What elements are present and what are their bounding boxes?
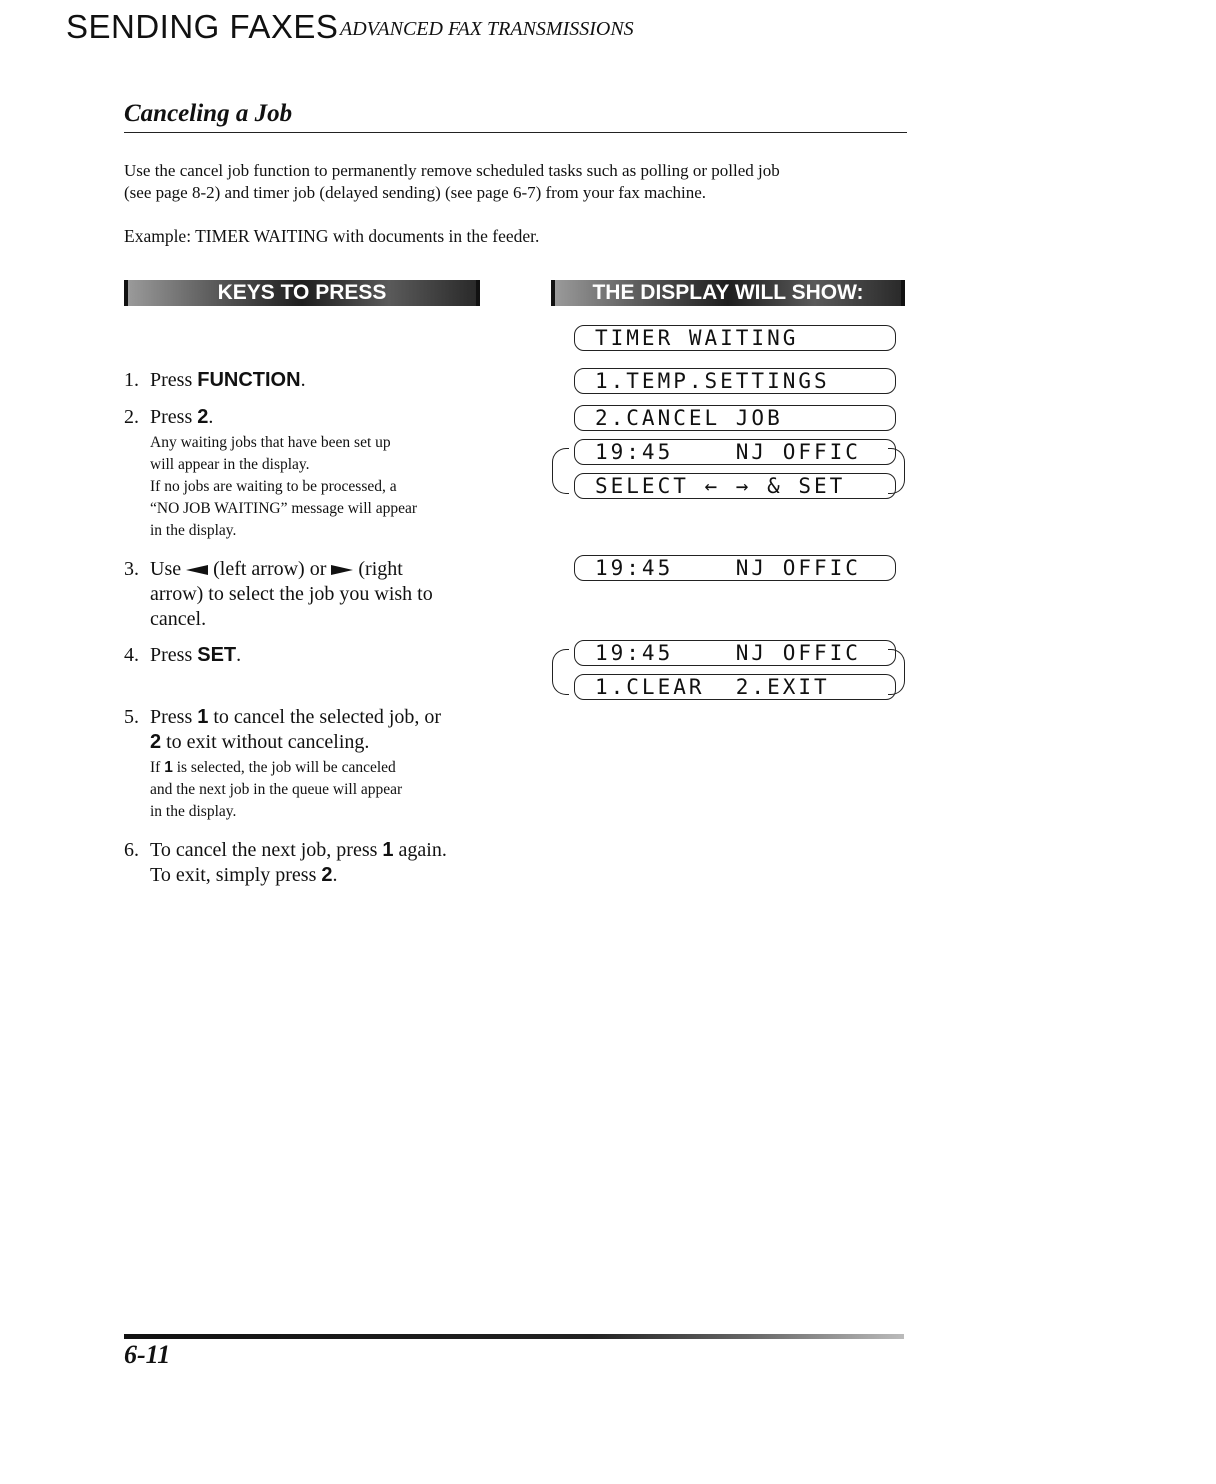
alternating-bracket-right — [888, 448, 905, 494]
page-number: 6-11 — [124, 1340, 171, 1369]
lcd-display-timer-waiting: TIMER WAITING — [574, 325, 896, 351]
display-will-show-banner: THE DISPLAY WILL SHOW: — [551, 280, 905, 306]
example-line: Example: TIMER WAITING with documents in the feeder. — [124, 226, 540, 246]
intro-line-2: (see page 8-2) and timer job (delayed sending) (see page 6-7) from your fax machine. — [124, 183, 707, 202]
function-key: FUNCTION — [197, 369, 301, 391]
intro-paragraph — [124, 160, 924, 204]
chapter-heading: SENDING FAXES — [66, 8, 339, 45]
lcd-display-job-time: 19:45 NJ OFFIC — [574, 439, 896, 465]
step-3: 3. Use (left arrow) or (right arrow) to select the job you wish to cancel. — [124, 558, 433, 630]
section-rule — [124, 132, 907, 133]
alternating-bracket-left-2 — [552, 649, 569, 695]
left-arrow-icon — [186, 565, 208, 575]
lcd-display-job-selected: 19:45 NJ OFFIC — [574, 555, 896, 581]
set-key: SET — [197, 644, 237, 666]
chapter-subtitle: ADVANCED FAX TRANSMISSIONS — [340, 18, 634, 40]
alternating-bracket-left — [552, 448, 569, 494]
step-1: 1. Press FUNCTION. — [124, 369, 306, 391]
step-2: 2. Press 2. Any waiting jobs that have been set up will appear in the display. If no jobs are waiting to be processed, a “NO JOB WAITING” message will appear in the display. — [124, 405, 484, 542]
step-5: 5. Press 1 to cancel the selected job, or 2 to exit without canceling. If 1 is selected, the job will be canceled and the next job in the queue will appear in the display. — [124, 705, 484, 823]
keys-to-press-banner: KEYS TO PRESS — [124, 280, 480, 306]
alternating-bracket-right-2 — [888, 649, 905, 695]
key-2: 2 — [197, 406, 209, 428]
lcd-display-cancel-job: 2.CANCEL JOB — [574, 405, 896, 431]
step-5-note: If 1 is selected, the job will be canceled and the next job in the queue will appear in the display. — [150, 759, 403, 820]
lcd-display-clear-exit: 1.CLEAR 2.EXIT — [574, 674, 896, 700]
step-2-note: Any waiting jobs that have been set up will appear in the display. If no jobs are waiting to be processed, a “NO JOB WAITING” message will appear in the display. — [150, 434, 418, 539]
lcd-display-temp-settings: 1.TEMP.SETTINGS — [574, 368, 896, 394]
intro-line-1: Use the cancel job function to permanently remove scheduled tasks such as polling or polled job — [124, 161, 780, 180]
lcd-display-job-time-2: 19:45 NJ OFFIC — [574, 640, 896, 666]
step-4: 4. Press SET. — [124, 644, 242, 666]
step-6: 6. To cancel the next job, press 1 again. To exit, simply press 2. — [124, 839, 447, 886]
lcd-display-select-set: SELECT ← → & SET — [574, 473, 896, 499]
section-title: Canceling a Job — [124, 100, 293, 127]
footer-rule — [124, 1334, 904, 1339]
right-arrow-icon — [331, 565, 353, 575]
